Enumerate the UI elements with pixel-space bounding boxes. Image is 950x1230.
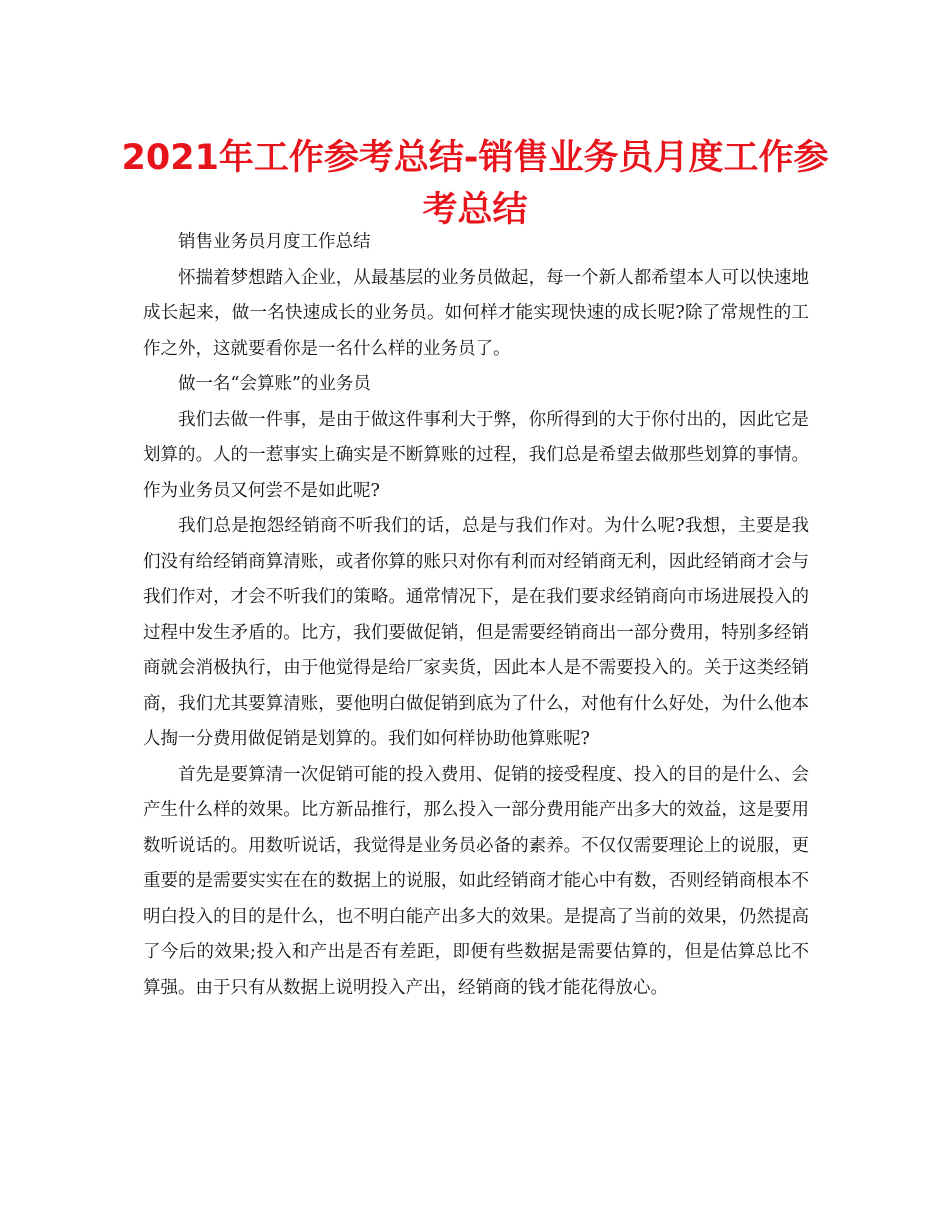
paragraph-body-1: 我们去做一件事，是由于做这件事利大于弊，你所得到的大于你付出的，因此它是划算的。人的一惹事实上确实是不断算账的过程，我们总是希望去做那些划算的事情。作为业务员又何尝不是如此呢? xyxy=(143,409,809,501)
paragraph-body-2: 我们总是抱怨经销商不听我们的话，总是与我们作对。为什么呢?我想，主要是我们没有给经销商算清账，或者你算的账只对你有利而对经销商无利，因此经销商才会与我们作对，才会不听我们的策略。通常情况下，是在我们要求经销商向市场进展投入的过程中发生矛盾的。比方，我们要做促销，但是需要经销商出一部分费用，特别多经销商就会消极执行，由于他觉得是给厂家卖货，因此本人是不需要投入的。关于这类经销商，我们尤其要算清账，要他明白做促销到底为了什么，对他有什么好处，为什么他本人掏一分费用做促销是划算的。我们如何样协助他算账呢? xyxy=(143,516,809,749)
paragraph-intro: 怀揣着梦想踏入企业，从最基层的业务员做起，每一个新人都希望本人可以快速地成长起来，做一名快速成长的业务员。如何样才能实现快速的成长呢?除了常规性的工作之外，这就要看你是一名什么样的业务员了。 xyxy=(143,267,809,359)
document-title: 2021年工作参考总结-销售业务员月度工作参考总结 xyxy=(121,138,829,230)
paragraph-subtitle: 销售业务员月度工作总结 xyxy=(178,232,371,252)
paragraph-section-heading: 做一名“会算账”的业务员 xyxy=(178,374,371,394)
document-body xyxy=(143,225,809,1006)
paragraph-body-3: 首先是要算清一次促销可能的投入费用、促销的接受程度、投入的目的是什么、会产生什么样的效果。比方新品推行，那么投入一部分费用能产出多大的效益，这是要用数听说话的。用数听说话，我觉得是业务员必备的素养。不仅仅需要理论上的说服，更重要的是需要实实在在的数据上的说服，如此经销商才能心中有数，否则经销商根本不明白投入的目的是什么，也不明白能产出多大的效果。是提高了当前的效果，仍然提高了今后的效果;投入和产出是否有差距，即便有些数据是需要估算的，但是估算总比不算强。由于只有从数据上说明投入产出，经销商的钱才能花得放心。 xyxy=(143,764,809,998)
